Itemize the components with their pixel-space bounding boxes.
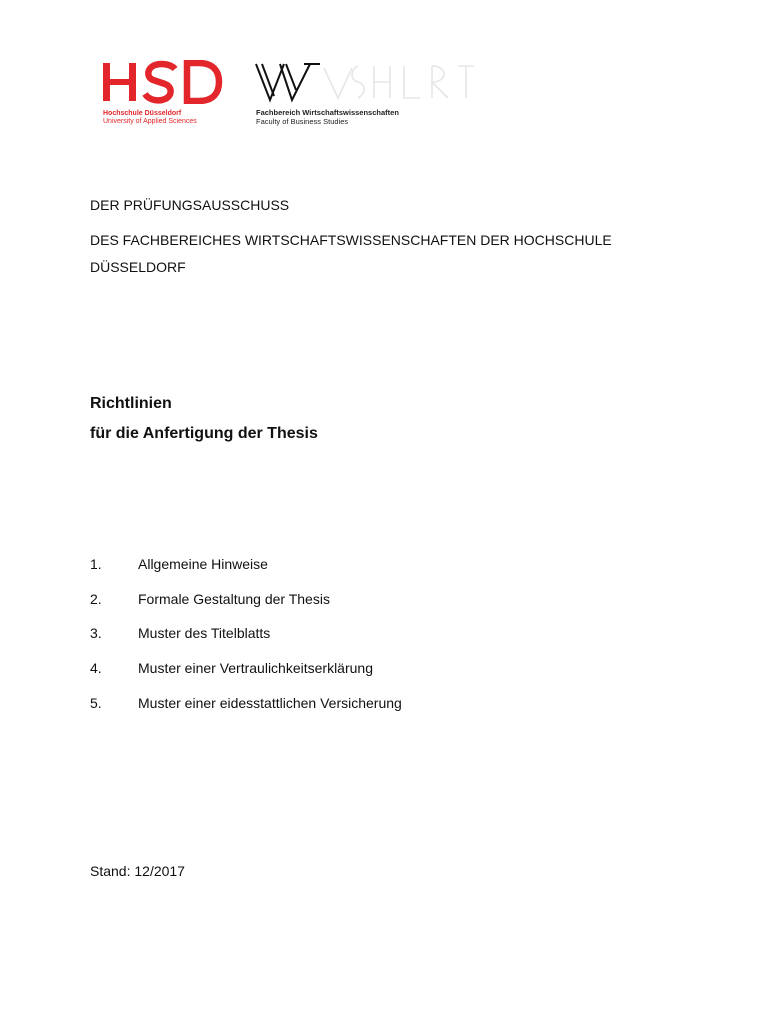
document-date: Stand: 12/2017 (90, 863, 185, 879)
hsd-logo (103, 60, 233, 130)
toc-item-label: Formale Gestaltung der Thesis (138, 590, 330, 607)
faculty-logo (254, 60, 494, 140)
toc-item-number: 2. (90, 590, 102, 607)
toc-item (90, 556, 610, 591)
toc-item-number: 1. (90, 556, 102, 572)
toc-item (90, 591, 610, 626)
toc-item-number: 3. (90, 625, 102, 642)
committee-heading: DER PRÜFUNGSAUSSCHUSS (90, 197, 290, 213)
faculty-logo-mark (254, 60, 494, 106)
toc-item-label: Muster einer Vertraulichkeitserklärung (138, 660, 373, 677)
hsd-name-line2: University of Applied Sciences (103, 118, 197, 125)
toc-item-number: 4. (90, 660, 102, 677)
faculty-heading-line1: DES FACHBEREICHES WIRTSCHAFTSWISSENSCHAFTEN DER HOCHSCHULE (90, 232, 612, 248)
toc-item-label: Allgemeine Hinweise (138, 556, 268, 572)
document-title: Richtlinien (90, 395, 172, 412)
toc-item (90, 660, 610, 695)
faculty-heading-line2: DÜSSELDORF (90, 259, 186, 275)
toc-item-label: Muster des Titelblatts (138, 625, 271, 642)
hsd-name-line1: Hochschule Düsseldorf (103, 110, 182, 117)
toc-item-label: Muster einer eidesstattlichen Versicherung (138, 694, 402, 711)
toc-item-number: 5. (90, 694, 102, 711)
hsd-logo-mark (103, 60, 223, 104)
toc-item (90, 695, 610, 730)
toc-item (90, 625, 610, 660)
faculty-name-line2: Faculty of Business Studies (256, 117, 349, 126)
document-subtitle: für die Anfertigung der Thesis (90, 425, 318, 442)
faculty-name-line1: Fachbereich Wirtschaftswissenschaften (256, 108, 399, 117)
table-of-contents (90, 556, 610, 729)
